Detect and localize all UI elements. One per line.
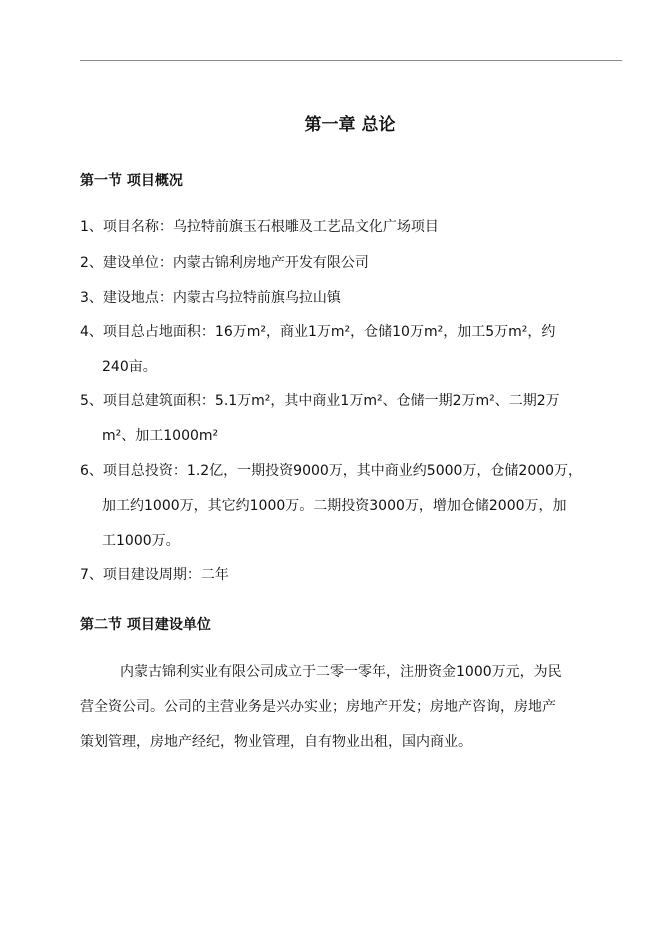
item-line-5: 5、项目总建筑面积：5.1万m²，其中商业1万m²、仓储一期2万m²、二期2万	[80, 393, 560, 409]
item-line-1: 1、项目名称：乌拉特前旗玉石根雕及工艺品文化广场项目	[80, 219, 439, 235]
item-line-6-cont-1: 加工约1000万，其它约1000万。二期投资3000万，增加仓储2000万，加	[102, 498, 567, 514]
paragraph-line-2: 营全资公司。公司的主营业务是兴办实业；房地产开发；房地产咨询，房地产	[80, 699, 556, 715]
item-line-2: 2、建设单位：内蒙古锦利房地产开发有限公司	[80, 255, 369, 271]
item-line-3: 3、建设地点：内蒙古乌拉特前旗乌拉山镇	[80, 290, 341, 306]
item-line-6: 6、项目总投资：1.2亿，一期投资9000万，其中商业约5000万，仓储2000万，	[80, 463, 583, 479]
paragraph-line-1: 内蒙古锦利实业有限公司成立于二零一零年，注册资金1000万元，为民	[120, 664, 562, 680]
section-title-overview: 第一节 项目概况	[80, 173, 183, 189]
header-rule	[80, 60, 622, 61]
chapter-title: 第一章 总论	[304, 115, 396, 135]
item-line-6-cont-2: 工1000万。	[102, 533, 180, 549]
section-title-builder: 第二节 项目建设单位	[80, 617, 211, 633]
item-line-5-cont: m²、加工1000m²	[102, 428, 219, 444]
item-line-7: 7、项目建设周期：二年	[80, 567, 229, 583]
item-line-4-cont: 240亩。	[102, 359, 157, 375]
item-line-4: 4、项目总占地面积：16万m²，商业1万m²，仓储10万m²，加工5万m²，约	[80, 324, 556, 340]
paragraph-line-3: 策划管理，房地产经纪，物业管理，自有物业出租，国内商业。	[80, 734, 472, 750]
